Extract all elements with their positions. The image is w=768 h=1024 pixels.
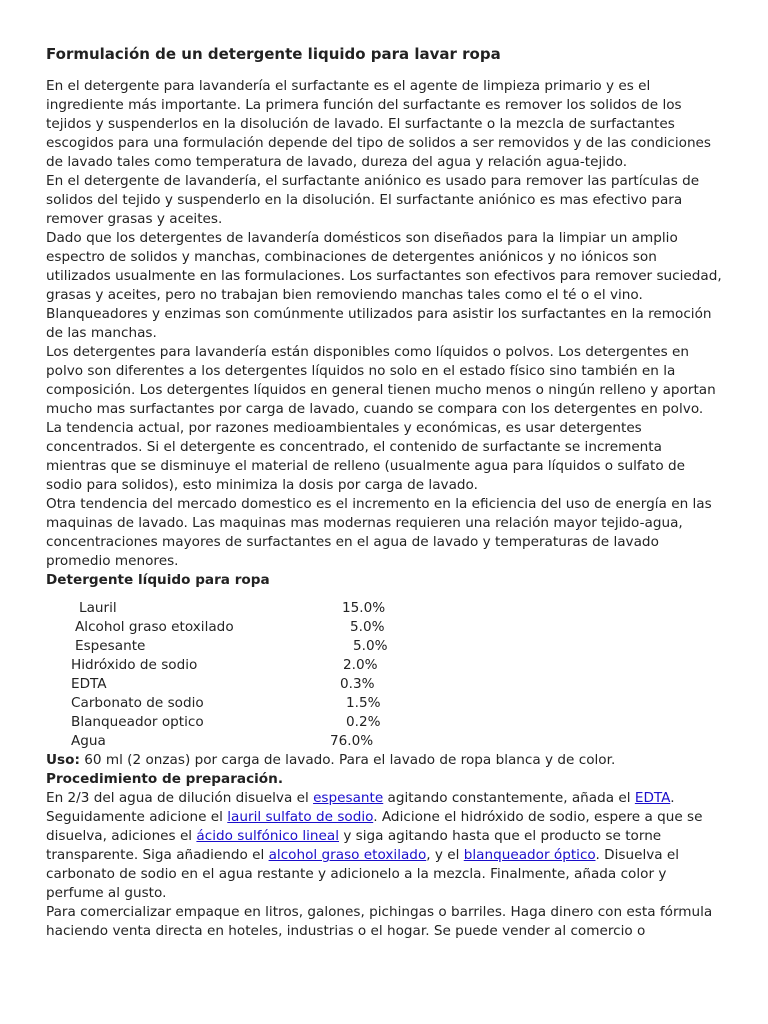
paragraph-6: Otra tendencia del mercado domestico es el incremento en la eficiencia del uso de energía en las maquinas de lavado. Las maquinas mas modernas requieren una relación mayor tejido-agua, concentraciones mayores de surfactantes en el agua de lavado y temperaturas de lavado promedio menores. <box>46 496 712 569</box>
ingredient-percentage: 5.0% <box>353 638 388 654</box>
usage-label: Uso: <box>46 752 80 768</box>
procedure-text: . Disuelva el carbonato de sodio en el agua restante y adicionelo a la mezcla. Finalmente, añada color y perfume al gusto. <box>46 847 680 901</box>
procedure-text: . Seguidamente adicione el <box>46 790 675 825</box>
procedure-text: , y el <box>426 847 464 863</box>
formula-row <box>46 732 722 751</box>
procedure-paragraph <box>46 789 722 903</box>
paragraph-2: En el detergente de lavandería, el surfactante aniónico es usado para remover las partículas de solidos del tejido y suspenderlo en la disolución. El surfactante aniónico es mas efectivo para remover grasas y aceites. <box>46 173 700 227</box>
ingredient-name: Carbonato de sodio <box>71 695 204 711</box>
ingredient-percentage: 15.0% <box>342 600 386 616</box>
paragraph-4: Los detergentes para lavandería están disponibles como líquidos o polvos. Los detergentes en polvo son diferentes a los detergentes líquidos no solo en el estado físico sino también en la composición. Los detergentes líquidos en general tienen mucho menos o ningún relleno y aportan mucho mas surfactantes por carga de lavado, cuando se compara con los detergentes en polvo. <box>46 344 716 417</box>
link-acido-sulfonico[interactable]: ácido sulfónico lineal <box>196 828 339 844</box>
formula-row <box>46 656 722 675</box>
usage-text: 60 ml (2 onzas) por carga de lavado. Para el lavado de ropa blanca y de color. <box>79 752 616 768</box>
ingredient-percentage: 5.0% <box>350 619 385 635</box>
link-alcohol-graso[interactable]: alcohol graso etoxilado <box>268 847 427 863</box>
formula-row <box>46 694 722 713</box>
ingredient-name: Hidróxido de sodio <box>71 657 198 673</box>
formula-row <box>46 599 722 618</box>
ingredient-percentage: 0.2% <box>346 714 381 730</box>
ingredient-name: Alcohol graso etoxilado <box>75 619 234 635</box>
procedure-text: En 2/3 del agua de dilución disuelva el <box>46 790 314 806</box>
ingredient-name: Blanqueador optico <box>71 714 204 730</box>
ingredient-percentage: 2.0% <box>343 657 378 673</box>
procedure-text: . Adicione el hidróxido de sodio, espere a que se disuelva, adiciones el <box>46 809 703 844</box>
paragraph-3: Dado que los detergentes de lavandería domésticos son diseñados para la limpiar un amplio espectro de solidos y manchas, combinaciones de detergentes aniónicos y no iónicos son utilizados usualmente en las formulaciones. Los surfactantes son efectivos para remover suciedad, grasas y aceites, pero no trabajan bien removiendo manchas tales como el té o el vino. Blanqueadores y enzimas son comúnmente utilizados para asistir los surfactantes en la remoción de las manchas. <box>46 230 722 341</box>
ingredient-name: Lauril <box>79 600 117 616</box>
paragraph-5: La tendencia actual, por razones medioambientales y económicas, es usar detergentes concentrados. Si el detergente es concentrado, el contenido de surfactante se incrementa mientras que se disminuye el material de relleno (usualmente agua para líquidos o sulfato de sodio para solidos), esto minimiza la dosis por carga de lavado. <box>46 420 685 493</box>
formula-row <box>46 618 722 637</box>
formula-row <box>46 713 722 732</box>
ingredient-percentage: 1.5% <box>346 695 381 711</box>
procedure-text: y siga agitando hasta que el producto se torne transparente. Siga añadiendo el <box>46 828 662 863</box>
formula-row <box>46 675 722 694</box>
ingredient-name: EDTA <box>71 676 107 692</box>
document-title: Formulación de un detergente liquido para lavar ropa <box>46 45 501 63</box>
link-edta[interactable]: EDTA <box>634 790 671 806</box>
link-lauril-sulfato[interactable]: lauril sulfato de sodio <box>227 809 374 825</box>
closing-paragraph: Para comercializar empaque en litros, galones, pichingas o barriles. Haga dinero con esta fórmula haciendo venta directa en hoteles, industrias o el hogar. Se puede vender al comercio o <box>46 904 713 939</box>
ingredient-percentage: 76.0% <box>330 733 374 749</box>
ingredient-name: Agua <box>71 733 106 749</box>
formula-row <box>46 637 722 656</box>
procedure-heading: Procedimiento de preparación. <box>46 771 283 787</box>
paragraph-1: En el detergente para lavandería el surfactante es el agente de limpieza primario y es el ingrediente más importante. La primera función del surfactante es remover los solidos de los tejidos y suspenderlos en la disolución de lavado. El surfactante o la mezcla de surfactantes escogidos para una formulación depende del tipo de solidos a ser removidos y de las condiciones de lavado tales como temperatura de lavado, dureza del agua y relación agua-tejido. <box>46 78 712 170</box>
formula-heading: Detergente líquido para ropa <box>46 572 270 588</box>
ingredient-name: Espesante <box>75 638 146 654</box>
ingredient-percentage: 0.3% <box>340 676 375 692</box>
link-espesante[interactable]: espesante <box>313 790 384 806</box>
link-blanqueador-optico[interactable]: blanqueador óptico <box>463 847 596 863</box>
formula-table <box>46 599 722 751</box>
usage-line <box>46 751 722 770</box>
procedure-text: agitando constantemente, añada el <box>383 790 635 806</box>
